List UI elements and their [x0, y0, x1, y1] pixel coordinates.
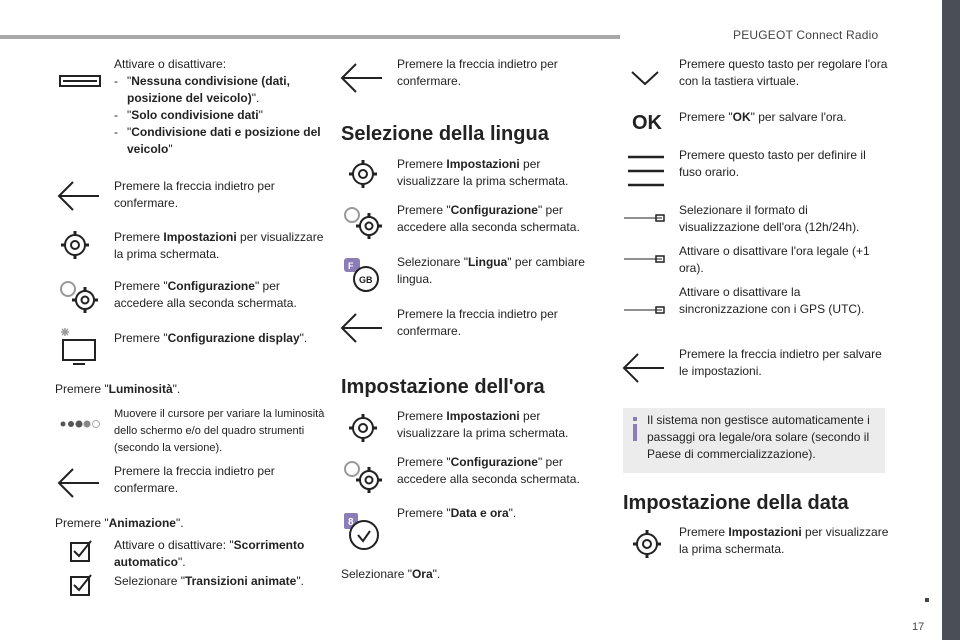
back-arrow-icon [620, 348, 670, 388]
svg-text:GB: GB [359, 275, 373, 285]
brightness-text: Premere "Luminosità". [55, 382, 181, 396]
side-strip [942, 0, 960, 640]
back-arrow-icon [55, 176, 105, 216]
timezone-text: Premere questo tasto per definire il fuso orario. [679, 148, 866, 179]
dst-text: Attivare o disattivare l'ora legale (+1 ora). [679, 244, 870, 275]
toggle-line-icon [620, 239, 670, 279]
animation-text: Premere "Animazione". [55, 516, 184, 530]
page-number: 17 [912, 621, 925, 633]
double-gear-icon [55, 276, 105, 316]
back-arrow-icon [55, 463, 105, 503]
language-text: Selezionare "Lingua" per cambiare lingua. [397, 255, 585, 286]
double-gear-icon [338, 456, 388, 496]
display-brightness-icon [55, 326, 105, 366]
gear-icon [338, 154, 388, 194]
share-options [114, 73, 325, 158]
brand-label: PEUGEOT Connect Radio [733, 28, 879, 42]
back-text: Premere la freccia indietro per confermare. [397, 307, 558, 338]
gear-icon [620, 524, 670, 564]
share-option: - "Solo condivisione dati" [114, 107, 325, 124]
checkbox-icon [55, 565, 105, 605]
toggle-line-icon [620, 290, 670, 330]
chevron-down-icon [620, 58, 670, 98]
toggle-bar-icon [55, 58, 105, 98]
time-heading: Impostazione dell'ora [341, 376, 545, 398]
slider-dots-icon [55, 404, 105, 444]
share-text [114, 56, 325, 158]
ok-text: Premere "OK" per salvare l'ora. [679, 110, 847, 124]
language-heading: Selezione della lingua [341, 123, 549, 145]
back-arrow-icon [338, 308, 388, 348]
language-flag-icon [338, 254, 388, 294]
format-text: Selezionare il formato di visualizzazione dell'ora (12h/24h). [679, 203, 860, 234]
date-heading: Impostazione della data [623, 492, 849, 514]
hour-text: Selezionare "Ora". [341, 567, 441, 581]
share-option: - "Condivisione dati e posizione del veicolo" [114, 124, 325, 158]
info-text: Il sistema non gestisce automaticamente i passaggi ora legale/ora solare (secondo il Paese di commercializzazione). [647, 413, 870, 461]
gear-icon [338, 408, 388, 448]
transitions-text: Selezionare "Transizioni animate". [114, 574, 304, 588]
datetime-text: Premere "Data e ora". [397, 506, 517, 520]
keyboard-text: Premere questo tasto per regolare l'ora con la tastiera virtuale. [679, 57, 888, 88]
page-dot [925, 598, 929, 602]
back-text: Premere la freccia indietro per confermare. [114, 464, 275, 495]
back-text: Premere la freccia indietro per confermare. [114, 179, 275, 210]
display-text: Premere "Configurazione display". [114, 331, 308, 345]
top-rule [0, 35, 620, 39]
settings-text: Premere Impostazioni per visualizzare la prima schermata. [397, 157, 569, 188]
share-option: - "Nessuna condivisione (dati, posizione del veicolo)". [114, 73, 325, 107]
back-text: Premere la freccia indietro per confermare. [397, 57, 558, 88]
config-text: Premere "Configurazione" per accedere alla seconda schermata. [397, 203, 580, 234]
scroll-text: Attivare o disattivare: "Scorrimento automatico". [114, 538, 305, 569]
settings-text: Premere Impostazioni per visualizzare la prima schermata. [679, 525, 889, 556]
svg-text:8: 8 [348, 517, 354, 528]
gear-icon [55, 225, 105, 265]
double-gear-icon [338, 202, 388, 242]
toggle-line-icon [620, 198, 670, 238]
svg-text:F: F [348, 261, 354, 271]
clock-calendar-icon [338, 513, 388, 553]
back-arrow-icon [338, 58, 388, 98]
menu-lines-icon [620, 151, 670, 191]
gps-text: Attivare o disattivare la sincronizzazione con i GPS (UTC). [679, 285, 865, 316]
config-text: Premere "Configurazione" per accedere alla seconda schermata. [397, 455, 580, 486]
settings-text: Premere Impostazioni per visualizzare la prima schermata. [114, 230, 324, 261]
slider-text: Muovere il cursore per variare la luminosità dello schermo e/o del quadro strumenti (secondo la versione). [114, 408, 325, 454]
config-text: Premere "Configurazione" per accedere alla seconda schermata. [114, 279, 297, 310]
info-icon [631, 417, 639, 441]
settings-text: Premere Impostazioni per visualizzare la prima schermata. [397, 409, 569, 440]
info-box [623, 408, 885, 473]
ok-icon: OK [632, 112, 662, 134]
share-intro: Attivare o disattivare: [114, 57, 227, 71]
back-text: Premere la freccia indietro per salvare le impostazioni. [679, 347, 882, 378]
